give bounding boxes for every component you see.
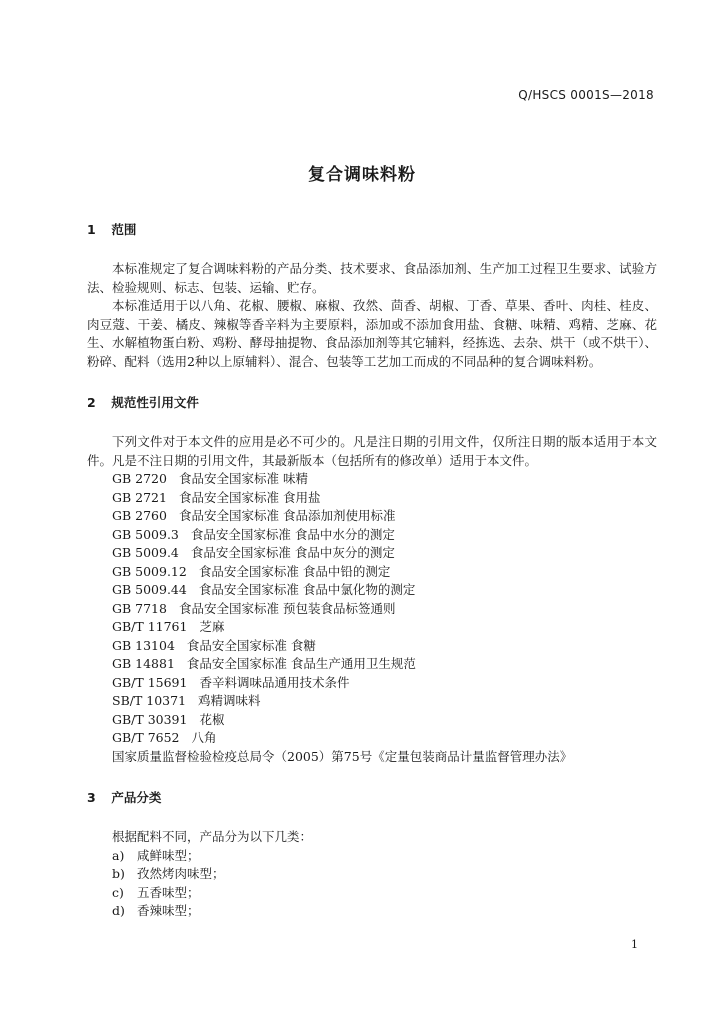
section-title: 范围 [111, 222, 137, 237]
reference-item [87, 470, 657, 489]
reference-item [87, 563, 657, 582]
classification-item [87, 884, 657, 903]
reference-name: 芝麻 [199, 619, 225, 634]
reference-name: 食品安全国家标准 食品添加剂使用标准 [178, 508, 396, 523]
reference-name: 食品安全国家标准 食用盐 [178, 489, 321, 505]
reference-code: GB 14881 [112, 656, 175, 671]
section-title: 产品分类 [111, 790, 162, 805]
document-body [87, 220, 657, 921]
reference-code: GB 13104 [112, 637, 175, 653]
reference-item [87, 692, 657, 711]
reference-list [87, 470, 657, 748]
reference-item [87, 544, 657, 563]
reference-item [87, 581, 657, 600]
reference-item [87, 711, 657, 730]
reference-item [87, 526, 657, 545]
reference-code: GB 2720 [112, 471, 167, 486]
reference-item [87, 618, 657, 637]
paragraph: 本标准规定了复合调味料粉的产品分类、技术要求、食品添加剂、生产加工过程卫生要求、试验方法、检验规则、标志、包装、运输、贮存。 [87, 261, 657, 295]
reference-code: GB/T 11761 [112, 619, 188, 634]
reference-item [87, 637, 657, 656]
reference-name: 鸡精调味料 [198, 693, 261, 708]
reference-code: SB/T 10371 [112, 693, 187, 708]
reference-code: GB 2721 [112, 489, 167, 505]
list-marker: a) [112, 847, 125, 863]
section-title: 规范性引用文件 [111, 395, 199, 410]
reference-code: GB/T 7652 [112, 730, 180, 745]
document-code: Q/HSCS 0001S—2018 [518, 88, 654, 102]
reference-item [87, 489, 657, 508]
reference-name: 食品安全国家标准 食品中水分的测定 [190, 526, 395, 542]
document-title: 复合调味料粉 [308, 165, 416, 185]
reference-name: 食品安全国家标准 食品生产通用卫生规范 [186, 656, 416, 671]
reference-name: 食品安全国家标准 食糖 [186, 637, 316, 653]
classification-item [87, 847, 657, 866]
reference-name: 食品安全国家标准 预包装食品标签通则 [178, 600, 396, 616]
page-number: 1 [631, 938, 638, 951]
section-heading-scope [87, 220, 657, 240]
list-text: 五香味型； [137, 884, 200, 900]
reference-code: GB 5009.4 [112, 545, 179, 560]
reference-name: 食品安全国家标准 味精 [178, 471, 308, 486]
paragraph: 下列文件对于本文件的应用是必不可少的。凡是注日期的引用文件，仅所注日期的版本适用于本文件。凡是不注日期的引用文件，其最新版本（包括所有的修改单）适用于本文件。 [87, 434, 657, 468]
reference-name: 食品安全国家标准 食品中铅的测定 [198, 563, 391, 579]
reference-item [87, 674, 657, 693]
reference-code: GB/T 30391 [112, 711, 188, 727]
reference-code: GB/T 15691 [112, 674, 188, 690]
section-heading-references [87, 393, 657, 413]
paragraph: 本标准适用于以八角、花椒、腰椒、麻椒、孜然、茴香、胡椒、丁香、草果、香叶、肉桂、桂皮、肉豆蔻、干姜、橘皮、辣椒等香辛料为主要原料，添加或不添加食用盐、食糖、味精、鸡精、芝麻、花生、水解植物蛋白粉、鸡粉、酵母抽提物、食品添加剂等其它辅料，经拣选、去杂、烘干（或不烘干）、粉碎、配料（选用2种以上原辅料）、混合、包装等工艺加工而成的不同品种的复合调味料粉。 [87, 298, 657, 369]
section-number: 2 [87, 395, 96, 410]
classification-item [87, 865, 657, 884]
section-number: 1 [87, 222, 96, 237]
reference-item [87, 600, 657, 619]
classification-item [87, 902, 657, 921]
list-marker: d) [112, 903, 125, 918]
reference-item [87, 655, 657, 674]
classification-list [87, 847, 657, 921]
list-text: 香辣味型； [137, 903, 200, 918]
section-heading-classification [87, 788, 657, 808]
reference-code: GB 7718 [112, 600, 167, 616]
section-number: 3 [87, 790, 96, 805]
list-text: 咸鲜味型； [137, 847, 200, 863]
list-marker: c) [112, 884, 124, 900]
reference-item [87, 729, 657, 748]
reference-decree: 国家质量监督检验检疫总局令（2005）第75号《定量包装商品计量监督管理办法》 [112, 748, 573, 764]
reference-name: 八角 [191, 730, 217, 745]
reference-code: GB 2760 [112, 508, 167, 523]
reference-name: 食品安全国家标准 食品中氯化物的测定 [198, 582, 416, 597]
reference-name: 花椒 [199, 711, 225, 727]
reference-code: GB 5009.3 [112, 526, 179, 542]
reference-code: GB 5009.12 [112, 563, 187, 579]
list-marker: b) [112, 866, 125, 881]
paragraph: 根据配料不同，产品分为以下几类： [112, 829, 313, 844]
reference-item [87, 507, 657, 526]
reference-code: GB 5009.44 [112, 582, 187, 597]
reference-name: 食品安全国家标准 食品中灰分的测定 [190, 545, 395, 560]
list-text: 孜然烤肉味型； [137, 866, 225, 881]
reference-name: 香辛料调味品通用技术条件 [199, 674, 350, 690]
